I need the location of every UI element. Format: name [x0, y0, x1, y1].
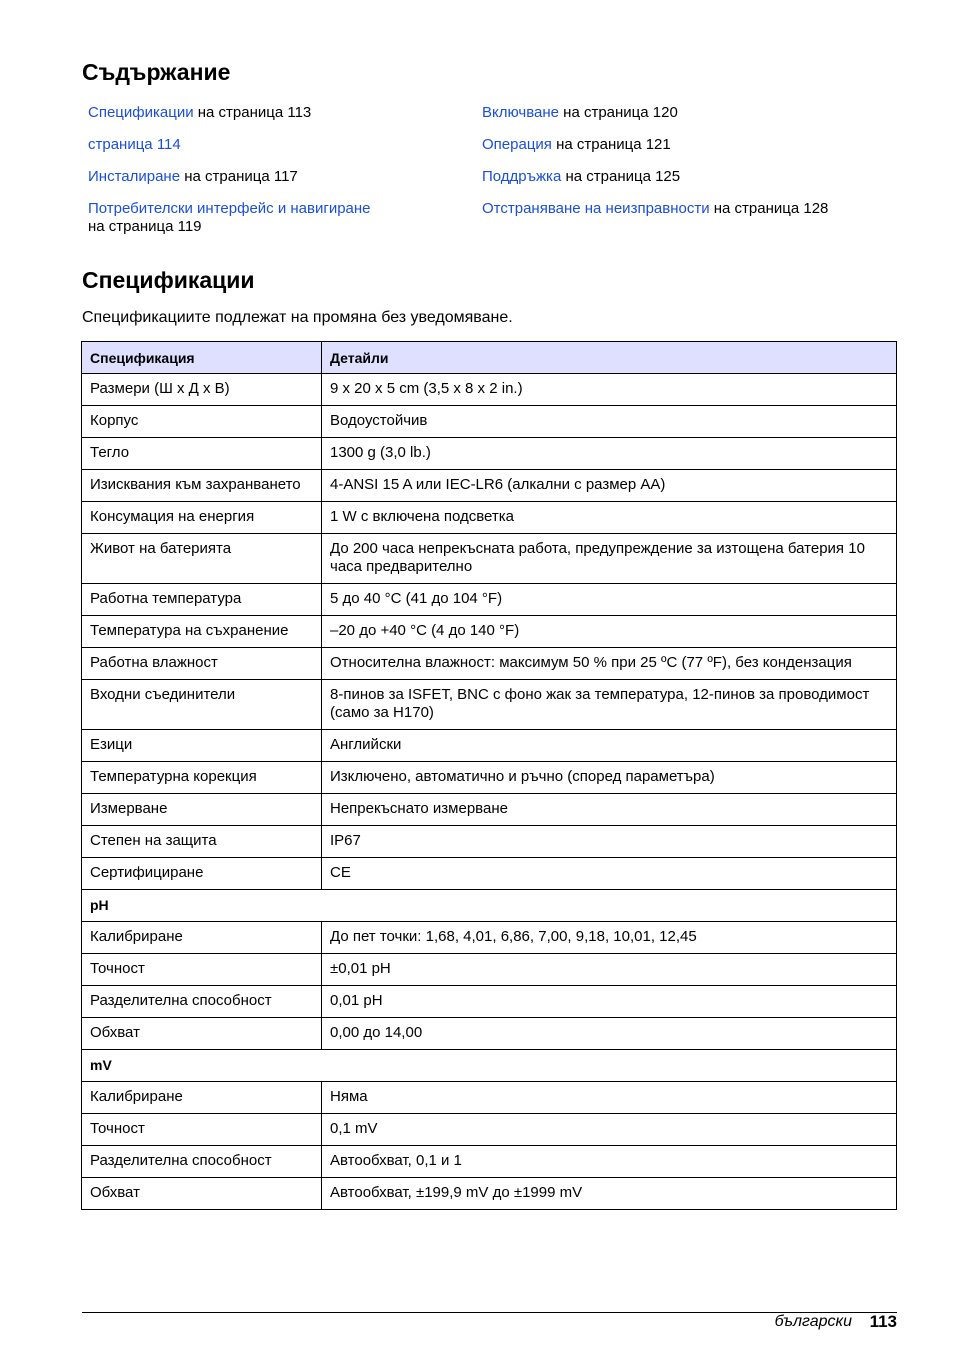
- table-row: [82, 1018, 897, 1050]
- toc-item: [88, 168, 428, 186]
- table-row: [82, 438, 897, 470]
- spec-detail-cell: Автообхват, 0,1 и 1: [322, 1146, 897, 1178]
- table-row: [82, 1114, 897, 1146]
- table-row: [82, 534, 897, 584]
- toc-title: Съдържание: [82, 59, 231, 85]
- spec-name-cell: Измерване: [82, 794, 322, 826]
- spec-name-cell: Изисквания към захранването: [82, 470, 322, 502]
- spec-name-cell: Входни съединители: [82, 680, 322, 730]
- section-header-ph: pH: [82, 890, 897, 922]
- spec-detail-cell: Водоустойчив: [322, 406, 897, 438]
- table-row: [82, 954, 897, 986]
- spec-name-cell: Корпус: [82, 406, 322, 438]
- table-row: [82, 922, 897, 954]
- spec-detail-cell: До 200 часа непрекъсната работа, предупреждение за изтощена батерия 10 часа предварително: [322, 534, 897, 584]
- spec-name-cell: Температурна корекция: [82, 762, 322, 794]
- toc-link-operation[interactable]: Операция: [482, 136, 552, 153]
- spec-name-cell: Калибриране: [82, 922, 322, 954]
- toc-page-ref: на страница 120: [559, 104, 678, 121]
- column-header-details: Детайли: [322, 342, 897, 374]
- table-section-row: [82, 1050, 897, 1082]
- spec-name-cell: Работна влажност: [82, 648, 322, 680]
- spec-detail-cell: Непрекъснато измерване: [322, 794, 897, 826]
- spec-detail-cell: 0,1 mV: [322, 1114, 897, 1146]
- spec-name-cell: Обхват: [82, 1178, 322, 1210]
- specifications-intro: Спецификациите подлежат на промяна без уведомяване.: [82, 309, 513, 326]
- table-row: [82, 826, 897, 858]
- toc-item: [482, 104, 882, 122]
- spec-name-cell: Точност: [82, 954, 322, 986]
- specifications-table: [81, 341, 897, 1210]
- section-header-mv: mV: [82, 1050, 897, 1082]
- spec-detail-cell: ±0,01 pH: [322, 954, 897, 986]
- column-header-specification: Спецификация: [82, 342, 322, 374]
- table-row: [82, 794, 897, 826]
- spec-detail-cell: До пет точки: 1,68, 4,01, 6,86, 7,00, 9,18, 10,01, 12,45: [322, 922, 897, 954]
- toc-page-ref: на страница 128: [709, 200, 829, 217]
- spec-name-cell: Разделителна способност: [82, 1146, 322, 1178]
- toc-item: [88, 136, 428, 154]
- toc-item: [482, 200, 882, 218]
- spec-detail-cell: 0,00 до 14,00: [322, 1018, 897, 1050]
- table-row: [82, 762, 897, 794]
- spec-detail-cell: 9 x 20 x 5 cm (3,5 x 8 x 2 in.): [322, 374, 897, 406]
- toc-left-column: [88, 104, 428, 250]
- spec-detail-cell: 8-пинов за ISFET, BNC с фоно жак за температура, 12-пинов за проводимост (само за H170): [322, 680, 897, 730]
- spec-name-cell: Консумация на енергия: [82, 502, 322, 534]
- toc-page-ref: на страница 117: [180, 168, 298, 185]
- spec-name-cell: Разделителна способност: [82, 986, 322, 1018]
- table-row: [82, 680, 897, 730]
- table-row: [82, 584, 897, 616]
- table-header-row: [82, 342, 897, 374]
- table-row: [82, 730, 897, 762]
- spec-detail-cell: Автообхват, ±199,9 mV до ±1999 mV: [322, 1178, 897, 1210]
- table-row: [82, 986, 897, 1018]
- table-row: [82, 406, 897, 438]
- spec-detail-cell: Изключено, автоматично и ръчно (според параметъра): [322, 762, 897, 794]
- table-row: [82, 470, 897, 502]
- toc-link-page-114[interactable]: страница 114: [88, 136, 181, 153]
- spec-detail-cell: –20 до +40 °C (4 до 140 °F): [322, 616, 897, 648]
- specifications-title: Спецификации: [82, 267, 255, 293]
- spec-detail-cell: 1300 g (3,0 lb.): [322, 438, 897, 470]
- spec-name-cell: Живот на батерията: [82, 534, 322, 584]
- table-row: [82, 648, 897, 680]
- toc-item: [482, 136, 882, 154]
- table-row: [82, 1082, 897, 1114]
- specifications-table-body: [82, 374, 897, 1210]
- table-row: [82, 858, 897, 890]
- toc-link-installation[interactable]: Инсталиране: [88, 168, 181, 185]
- spec-detail-cell: CE: [322, 858, 897, 890]
- spec-detail-cell: 1 W с включена подсветка: [322, 502, 897, 534]
- toc-page-ref: на страница 121: [551, 136, 671, 153]
- spec-name-cell: Тегло: [82, 438, 322, 470]
- spec-name-cell: Температура на съхранение: [82, 616, 322, 648]
- toc-page-ref: на страница 119: [88, 218, 202, 235]
- toc-right-column: [482, 104, 882, 232]
- spec-name-cell: Обхват: [82, 1018, 322, 1050]
- toc-item: [482, 168, 882, 186]
- toc-item: [88, 200, 428, 236]
- spec-detail-cell: 4-ANSI 15 A или IEC-LR6 (алкални с размер AA): [322, 470, 897, 502]
- toc-link-specifications[interactable]: Спецификации: [88, 104, 194, 121]
- spec-detail-cell: 5 до 40 °C (41 до 104 °F): [322, 584, 897, 616]
- spec-name-cell: Степен на защита: [82, 826, 322, 858]
- spec-name-cell: Сертифициране: [82, 858, 322, 890]
- toc-page-ref: на страница 113: [193, 104, 312, 121]
- table-row: [82, 502, 897, 534]
- table-section-row: [82, 890, 897, 922]
- toc-link-maintenance[interactable]: Поддръжка: [482, 168, 562, 185]
- toc-link-startup[interactable]: Включване: [482, 104, 559, 121]
- spec-detail-cell: Няма: [322, 1082, 897, 1114]
- table-row: [82, 1146, 897, 1178]
- table-row: [82, 616, 897, 648]
- footer-language: български: [774, 1313, 852, 1330]
- spec-name-cell: Размери (Ш х Д х В): [82, 374, 322, 406]
- toc-link-troubleshooting[interactable]: Отстраняване на неизправности: [482, 200, 710, 217]
- spec-detail-cell: IP67: [322, 826, 897, 858]
- spec-name-cell: Точност: [82, 1114, 322, 1146]
- spec-name-cell: Калибриране: [82, 1082, 322, 1114]
- toc-page-ref: на страница 125: [561, 168, 681, 185]
- spec-detail-cell: Относителна влажност: максимум 50 % при 25 ºC (77 ºF), без кондензация: [322, 648, 897, 680]
- toc-item: [88, 104, 428, 122]
- spec-detail-cell: 0,01 pH: [322, 986, 897, 1018]
- toc-link-user-interface[interactable]: Потребителски интерфейс и навигиране: [88, 200, 371, 217]
- table-row: [82, 374, 897, 406]
- spec-name-cell: Работна температура: [82, 584, 322, 616]
- table-row: [82, 1178, 897, 1210]
- footer-page-number: 113: [869, 1312, 897, 1331]
- spec-detail-cell: Английски: [322, 730, 897, 762]
- spec-name-cell: Езици: [82, 730, 322, 762]
